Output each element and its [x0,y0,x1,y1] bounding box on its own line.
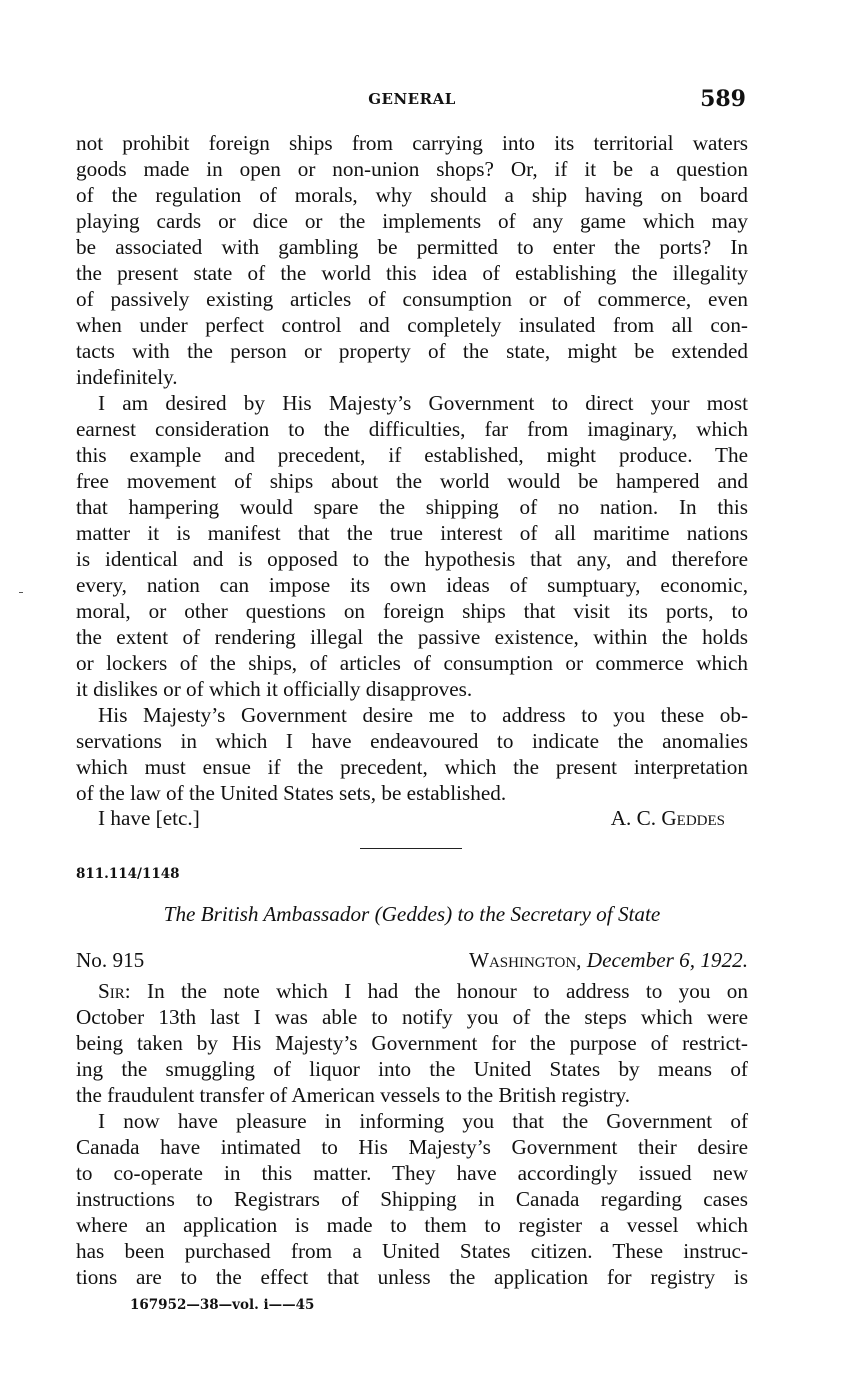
text-line: I am desired by His Majesty’s Government to direct your most [98,391,748,415]
text-line: the extent of rendering illegal the passive existence, within the holds [76,625,748,649]
salutation: Sir [98,979,125,1003]
running-head: GENERAL [368,90,456,108]
text-line: is identical and is opposed to the hypothesis that any, and therefore [76,547,748,571]
dateline-place: Washington, [468,948,582,972]
page-number: 589 [700,86,746,112]
signature: A. C. Geddes [610,806,725,830]
file-number: 811.114/1148 [76,866,180,882]
dateline [469,948,748,973]
text-line: of the law of the United States sets, be established. [76,781,507,805]
text-line: this example and precedent, if established, might produce. The [76,443,748,467]
closing-phrase: I have [etc.] [98,806,200,830]
text-line: or lockers of the ships, of articles of consumption or commerce which [76,651,748,675]
dateline-date: December 6, 1922. [586,948,748,972]
text-line: tions are to the effect that unless the application for registry is [76,1265,748,1289]
text-line: goods made in open or non-union shops? Or, if it be a question [76,157,748,181]
text-line: be associated with gambling be permitted to enter the ports? In [76,235,748,259]
page-header [76,88,748,118]
text-line: ing the smuggling of liquor into the United States by means of [76,1057,748,1081]
text-line: of the regulation of morals, why should a ship having on board [76,183,748,207]
text-line: instructions to Registrars of Shipping in Canada regarding cases [76,1187,748,1211]
text-line: earnest consideration to the difficulties, far from imaginary, which [76,417,748,441]
text-line: servations in which I have endeavoured to indicate the anomalies [76,729,748,753]
text-line: the present state of the world this idea of establishing the illegality [76,261,748,285]
text-line: it dislikes or of which it officially disapproves. [76,677,473,701]
text-line: that hampering would spare the shipping of no nation. In this [76,495,748,519]
text-line: where an application is made to them to register a vessel which [76,1213,748,1237]
text-line: free movement of ships about the world would be hampered and [76,469,748,493]
text-line: tacts with the person or property of the state, might be extended [76,339,748,363]
text-line: I now have pleasure in informing you that the Government of [98,1109,748,1133]
text-line: every, nation can impose its own ideas of sumptuary, economic, [76,573,748,597]
margin-mark [19,592,23,593]
document-title: The British Ambassador (Geddes) to the Secretary of State [163,902,661,926]
text-line: indefinitely. [76,365,178,389]
printer-signature-mark: 167952—38—vol. i——45 [130,1297,315,1313]
text-line: to co-operate in this matter. They have accordingly issued new [76,1161,748,1185]
text-line: moral, or other questions on foreign ships that visit its ports, to [76,599,748,623]
text-line: has been purchased from a United States citizen. These instruc- [76,1239,748,1263]
text-line-body: : In the note which I had the honour to address to you on [124,979,748,1003]
text-line: October 13th last I was able to notify you of the steps which were [76,1005,748,1029]
text-line: of passively existing articles of consumption or of commerce, even [76,287,748,311]
text-line: being taken by His Majesty’s Government for the purpose of restrict- [76,1031,748,1055]
text-line: His Majesty’s Government desire me to address to you these ob- [98,703,748,727]
text-line: matter it is manifest that the true interest of all maritime nations [76,521,748,545]
text-line: the fraudulent transfer of American vessels to the British registry. [76,1083,631,1107]
text-line: which must ensue if the precedent, which the present interpretation [76,755,748,779]
text-line [76,978,748,1004]
text-line: when under perfect control and completely insulated from all con- [76,313,748,337]
document-number: No. 915 [76,948,145,972]
text-line: playing cards or dice or the implements of any game which may [76,209,748,233]
section-divider [360,848,462,849]
text-line: not prohibit foreign ships from carrying into its territorial waters [76,131,748,155]
text-line: Canada have intimated to His Majesty’s Government their desire [76,1135,748,1159]
